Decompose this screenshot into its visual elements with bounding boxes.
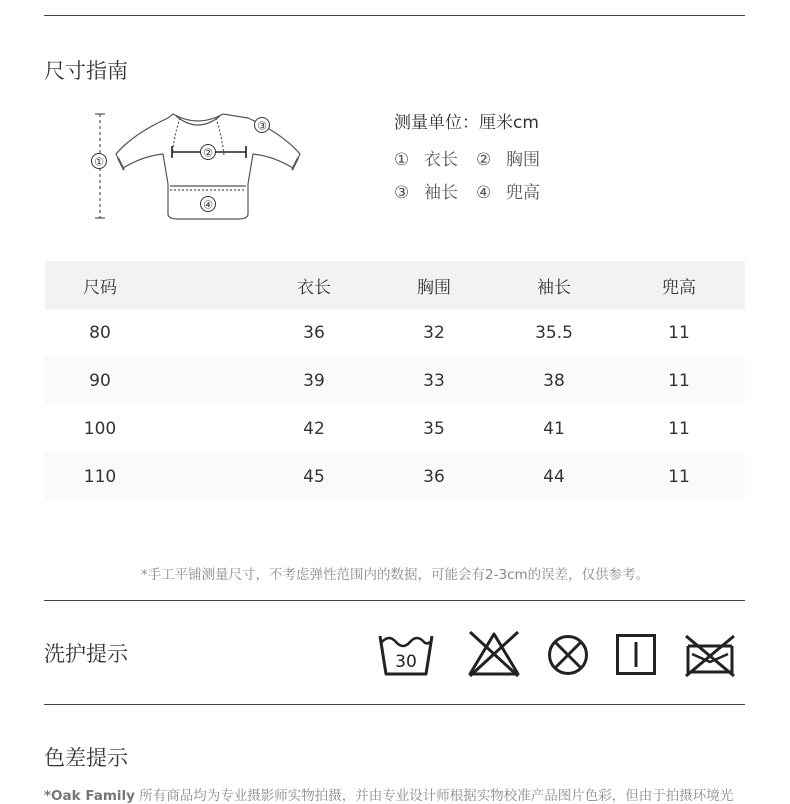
care-title: 洗护提示: [44, 642, 128, 666]
color-diff-text: *Oak Family 所有商品均为专业摄影师实物拍摄，并由专业设计师根据实物校准产品图片色彩，但由于拍摄环境光: [44, 788, 734, 804]
legend-item-sleeve: ③ 袖长: [394, 183, 458, 203]
table-row: 100 42 35 41 11: [45, 405, 745, 453]
line-dry-icon: [614, 630, 658, 678]
garment-diagram: [88, 106, 308, 226]
header-size: 尺码: [83, 277, 117, 298]
header-sleeve: 袖长: [537, 277, 571, 298]
wash-30-icon: [377, 630, 435, 678]
care-top-divider: [44, 600, 745, 601]
no-bleach-icon: [466, 630, 522, 678]
legend-row: [394, 177, 558, 210]
header-length: 衣长: [297, 277, 331, 298]
top-divider: [44, 15, 745, 16]
header-pocket: 兜高: [662, 277, 696, 298]
table-header: [45, 261, 745, 309]
size-table: [45, 261, 745, 501]
table-row: 80 36 32 35.5 11: [45, 309, 745, 357]
color-diff-title: 色差提示: [44, 746, 128, 770]
legend-item-pocket: ④ 兜高: [476, 183, 540, 203]
no-tumble-dry-icon: [545, 630, 591, 678]
marker-1: ①: [94, 155, 104, 169]
no-iron-icon: [684, 630, 736, 678]
legend-row: [394, 144, 558, 177]
legend-item-length: ① 衣长: [394, 150, 458, 170]
legend-item-chest: ② 胸围: [476, 150, 540, 170]
measurement-note: *手工平铺测量尺寸，不考虑弹性范围内的数据，可能会有2-3cm的误差，仅供参考。: [140, 567, 650, 583]
table-row: 110 45 36 44 11: [45, 453, 745, 501]
color-diff-divider: [44, 704, 745, 705]
header-chest: 胸围: [417, 277, 451, 298]
table-row: 90 39 33 38 11: [45, 357, 745, 405]
size-guide-title: 尺寸指南: [44, 59, 128, 83]
svg-text:30: 30: [395, 652, 417, 672]
marker-3: ③: [257, 119, 267, 133]
unit-label: 测量单位：厘米cm: [394, 113, 539, 133]
measurement-legend: [394, 110, 558, 210]
marker-2: ②: [203, 146, 213, 160]
marker-4: ④: [203, 198, 213, 212]
brand-name: *Oak Family: [44, 788, 135, 804]
